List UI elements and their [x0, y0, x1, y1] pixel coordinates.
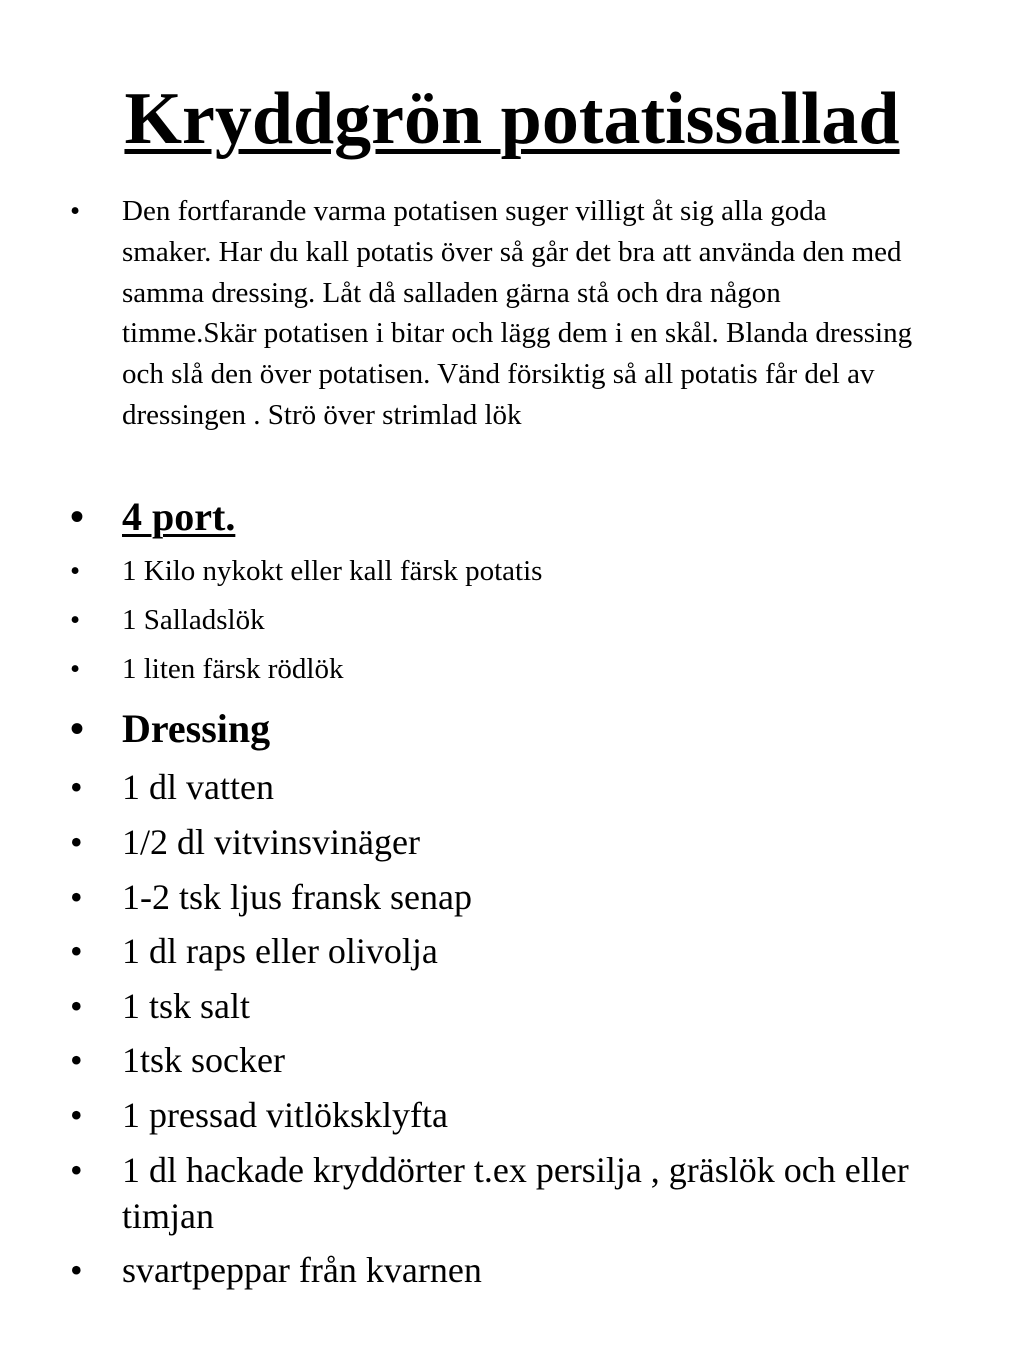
- ingredient-text: 1 tsk salt: [122, 986, 251, 1026]
- bullet-icon: •: [70, 555, 81, 587]
- intro-text: Den fortfarande varma potatisen suger villigt åt sig alla goda smaker. Har du kall potatis över så går det bra att använda den med samma dressing. Låt då salladen gärna stå och dra någon timme.Skär potatisen i bitar och lägg dem i en skål. Blanda dressing och slå den över potatisen. Vänd försiktig så all potatis får del av dressingen . Strö över strimlad lök: [122, 195, 913, 431]
- bullet-icon: •: [70, 494, 85, 539]
- bullet-icon: •: [70, 877, 83, 917]
- page-title: Kryddgrön potatissallad: [124, 78, 900, 160]
- bullet-icon: •: [70, 1150, 83, 1190]
- ingredient-text: 1 Kilo nykokt eller kall färsk potatis: [122, 555, 543, 587]
- ingredient-text: 1 pressad vitlöksklyfta: [122, 1095, 448, 1135]
- bullet-icon: •: [70, 1095, 83, 1135]
- dressing-heading: Dressing: [122, 706, 271, 751]
- ingredient-text: 1 dl raps eller olivolja: [122, 931, 438, 971]
- ingredient-text: 1/2 dl vitvinsvinäger: [122, 822, 420, 862]
- bullet-icon: •: [70, 931, 83, 971]
- bullet-icon: •: [70, 604, 81, 636]
- ingredient-text: 1 dl vatten: [122, 767, 274, 807]
- bullet-icon: •: [70, 986, 83, 1026]
- ingredient-text: 1-2 tsk ljus fransk senap: [122, 877, 472, 917]
- ingredient-text: 1 dl hackade kryddörter t.ex persilja , gräslök och eller timjan: [122, 1150, 909, 1236]
- ingredient-text: 1 liten färsk rödlök: [122, 653, 344, 685]
- ingredient-text: 1 Salladslök: [122, 604, 265, 636]
- bullet-icon: •: [70, 822, 83, 862]
- portions-heading: 4 port.: [122, 494, 236, 539]
- bullet-icon: •: [70, 195, 81, 227]
- bullet-icon: •: [70, 1040, 83, 1080]
- bullet-icon: •: [70, 653, 81, 685]
- ingredient-text: svartpeppar från kvarnen: [122, 1250, 482, 1290]
- bullet-icon: •: [70, 1250, 83, 1290]
- bullet-icon: •: [70, 767, 83, 807]
- ingredient-text: 1tsk socker: [122, 1040, 285, 1080]
- bullet-icon: •: [70, 706, 85, 751]
